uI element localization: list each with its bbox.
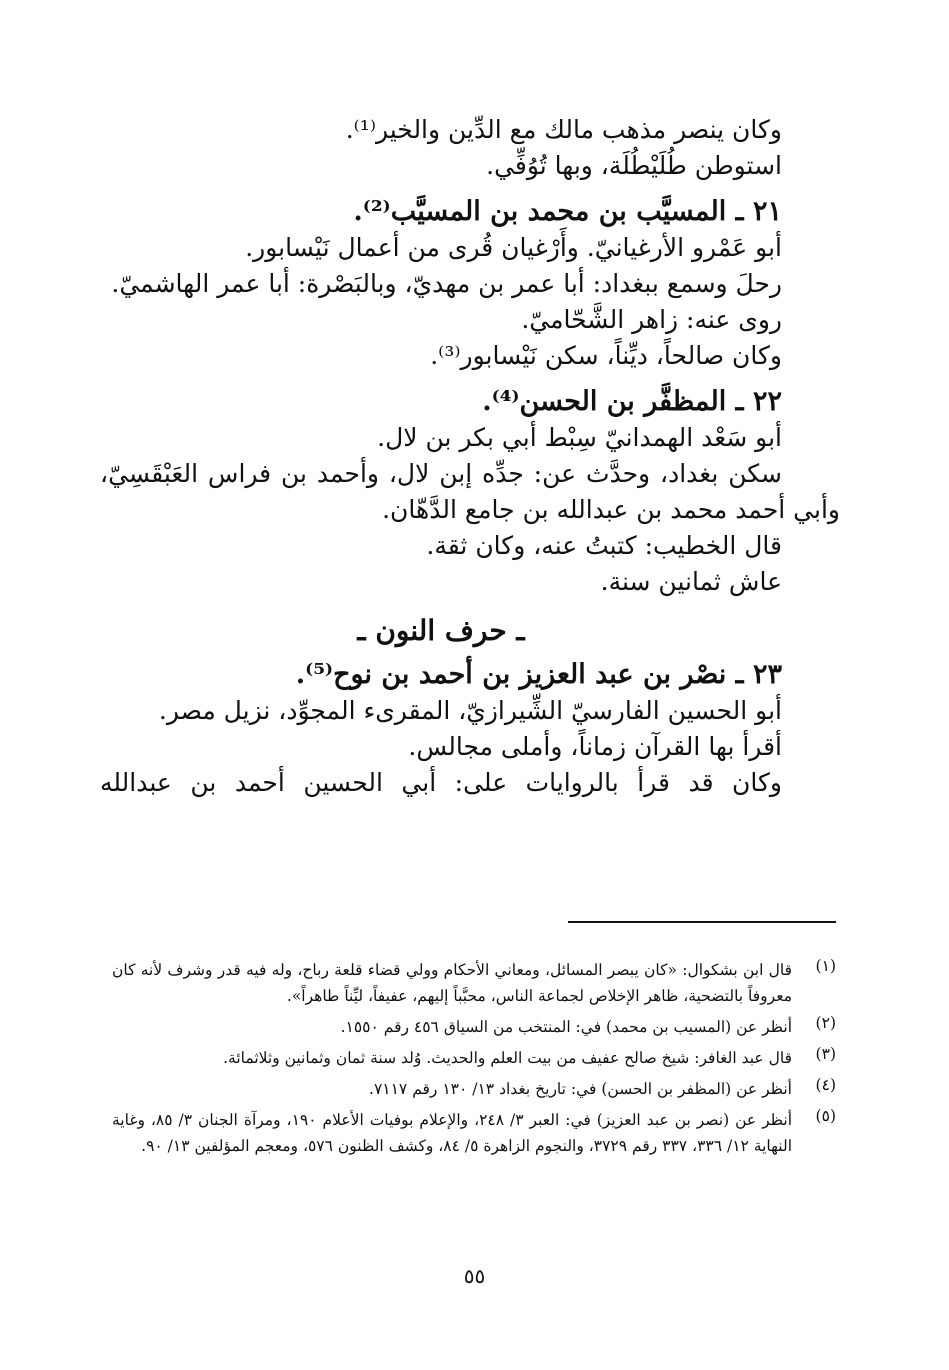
entry-heading: ٢٣ ـ نصْر بن عبد العزيز بن أحمد بن نوح⁽⁵⁾. [295, 659, 782, 690]
entry-heading: ٢٢ ـ المظفَّر بن الحسن⁽⁴⁾. [482, 386, 782, 417]
footnote-text: أنظر عن (نصر بن عبد العزيز) في: العبر ٣/ ٢٤٨، والإعلام بوفيات الأعلام ١٩٠، ومرآة الجنان ٣/ ٨٥، وغاية النهاية ١٢/ ٣٣٦، ٣٣٧ رقم ٣٧٢٩، والنجوم الزاهرة ٥/ ٨٤، وكشف الظنون ٥٧٦، ومعجم المؤلفين ١٣/ ٩٠. [112, 1111, 793, 1155]
footnote [112, 1107, 836, 1159]
footnote-text: قال عبد الغافر: شيخ صالح عفيف من بيت العلم والحديث. وُلد سنة ثمان وثمانين وثلاثمائة. [223, 1049, 792, 1067]
footnote [112, 1045, 836, 1071]
text-line: وكان ينصر مذهب مالك مع الدِّين والخير⁽¹⁾. [345, 115, 782, 144]
footnote-number: (١) [815, 957, 836, 975]
main-text [100, 112, 840, 801]
text-line: استوطن طُلَيْطُلَة، وبها تُوُفِّي. [486, 151, 782, 180]
text-line: وكان قد قرأ بالروايات على: أبي الحسين أحمد بن عبدالله [100, 768, 782, 797]
section-heading: ـ حرف النون ـ [357, 614, 525, 647]
text-line: أبو سَعْد الهمدانيّ سِبْط أبي بكر بن لال. [377, 423, 782, 452]
footnote-number: (٥) [815, 1107, 836, 1125]
text-line: وكان صالحاً، ديِّناً، سكن نَيْسابور⁽³⁾. [430, 341, 782, 370]
footnote-text: أنظر عن (المسيب بن محمد) في: المنتخب من السياق ٤٥٦ رقم ١٥٥٠. [340, 1018, 792, 1036]
page-number: ٥٥ [463, 1264, 486, 1288]
text-line: وأبي أحمد محمد بن عبدالله بن جامع الدَّهّان. [382, 495, 840, 524]
text-line: سكن بغداد، وحدَّث عن: جدِّه إبن لال، وأحمد بن فراس العَبْقَسِيّ، [100, 459, 782, 488]
text-line: أقرأ بها القرآن زماناً، وأملى مجالس. [408, 732, 782, 761]
text-line: أبو عَمْرو الأرغيانيّ. وأَرْغيان قُرى من أعمال نَيْسابور. [245, 233, 782, 262]
text-line: روى عنه: زاهر الشَّحّاميّ. [521, 305, 782, 334]
footnote [112, 957, 836, 1009]
footnote-text: أنظر عن (المظفر بن الحسن) في: تاريخ بغداد ١٣/ ١٣٠ رقم ٧١١٧. [369, 1080, 792, 1098]
footnote-number: (٢) [815, 1014, 836, 1032]
footnote-number: (٤) [815, 1076, 836, 1094]
footnote-number: (٣) [815, 1045, 836, 1063]
entry-heading: ٢١ ـ المسيَّب بن محمد بن المسيَّب⁽²⁾. [353, 196, 782, 227]
text-line: قال الخطيب: كتبتُ عنه، وكان ثقة. [426, 531, 782, 560]
footnote-text: قال ابن بشكوال: «كان يبصر المسائل، ومعاني الأحكام وولي قضاء قلعة رباح، وله فيه قدر وشرف لأنه كان معروفاً بالتضحية، ظاهر الإخلاص لجماعة الناس، محبَّباً إليهم، عفيفاً، ليِّناً طاهراً». [112, 961, 792, 1005]
footnote-separator [568, 921, 836, 923]
footnote [112, 1076, 836, 1102]
footnote [112, 1014, 836, 1040]
text-line: أبو الحسين الفارسيّ الشِّيرازيّ، المقرىء المجوِّد، نزيل مصر. [158, 696, 782, 725]
footnotes [112, 957, 836, 1164]
text-line: عاش ثمانين سنة. [600, 567, 782, 596]
text-line: رحلَ وسمع ببغداد: أبا عمر بن مهديّ، وبالبَصْرة: أبا عمر الهاشميّ. [111, 269, 782, 298]
